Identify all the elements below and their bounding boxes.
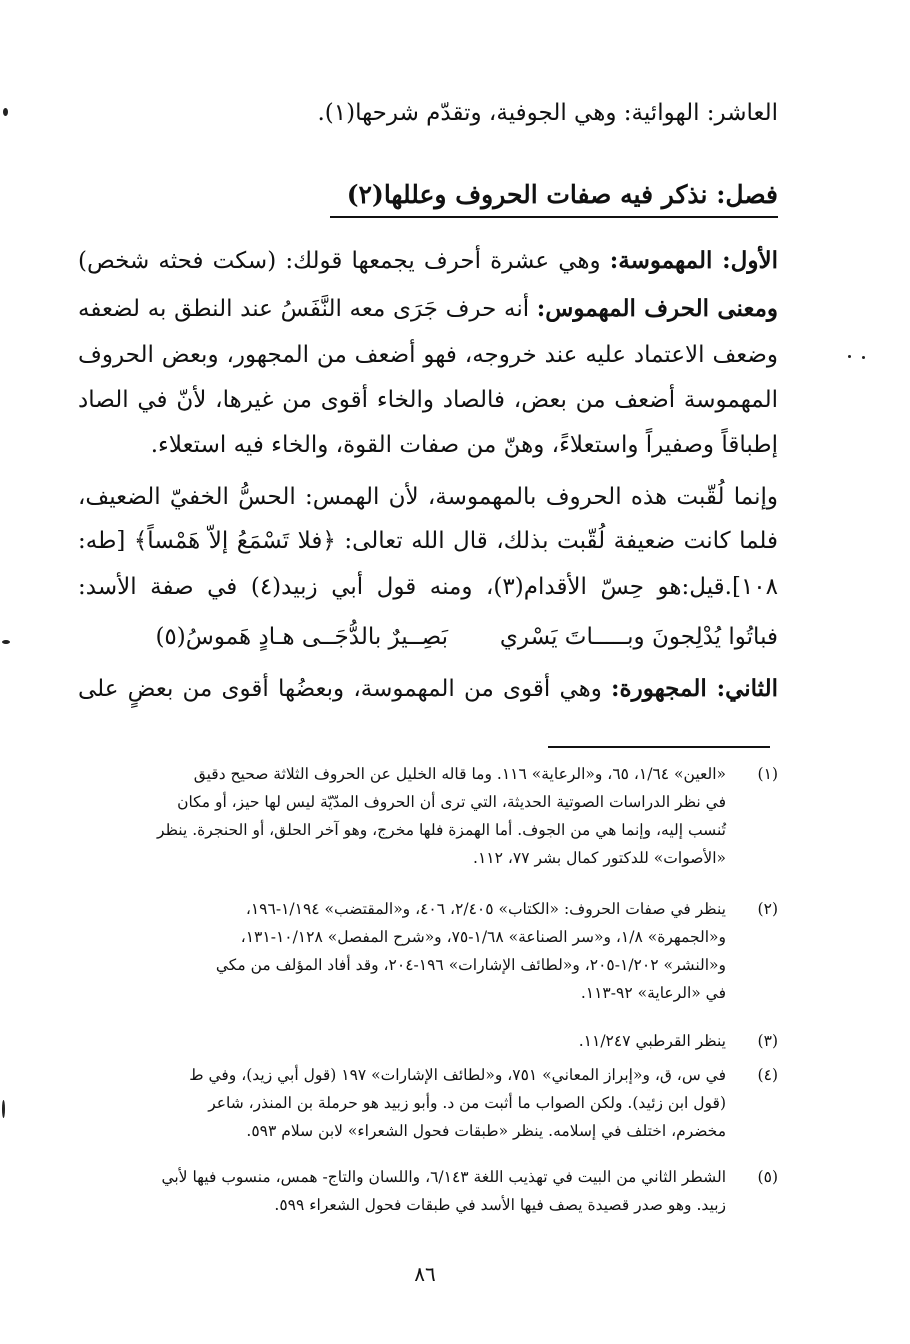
footnote-line: و«الجمهرة» ١/٨، و«سر الصناعة» ١/٦٨-٧٥، و«شرح المفصل» ١٠/١٢٨-١٣١، xyxy=(240,928,726,946)
text-line-7: إطباقاً وصفيراً واستعلاءً، وهنّ من صفات القوة، والخاء فيه استعلاء. xyxy=(150,432,778,458)
footnote-line: و«النشر» ١/٢٠٢-٢٠٥، و«لطائف الإشارات» ١٩٦-٢٠٤، وقد أفاد المؤلف من مكي xyxy=(215,956,726,974)
footnote-body xyxy=(80,1027,726,1055)
text-line-12 xyxy=(78,674,778,704)
term-harf-mahmus: ومعنى الحرف المهموس: xyxy=(536,295,778,322)
scan-mark-left-top xyxy=(3,108,8,116)
text-line-6: المهموسة أضعف من بعض، فالصاد والخاء أقوى من غيرها، لأنّ في الصاد xyxy=(78,387,778,413)
footnote-line: (قول ابن زئيد). ولكن الصواب ما أثبت من د. وأبو زبيد هو حرملة بن المنذر، شاعر xyxy=(208,1094,726,1112)
footnote-2 xyxy=(80,895,778,1007)
footnote-number: (٤) xyxy=(757,1066,778,1084)
footnote-line: «العين» ١/٦٤، ٦٥، و«الرعاية» ١١٦. وما قاله الخليل عن الحروف الثلاثة صحيح دقيق xyxy=(193,765,726,783)
footnote-line: في «الرعاية» ٩٢-١١٣. xyxy=(580,984,726,1002)
text-line-5: وضعف الاعتماد عليه عند خروجه، فهو أضعف من المجهور، وبعض الحروف xyxy=(78,342,778,368)
footnote-line: ينظر القرطبي ١١/٢٤٧. xyxy=(578,1032,726,1050)
footnote-body xyxy=(80,1061,726,1145)
footnote-line: زبيد. وهو صدر قصيدة يصف فيها الأسد في طبقات فحول الشعراء ٥٩٩. xyxy=(274,1196,726,1214)
footnote-number: (٥) xyxy=(757,1168,778,1186)
text-line-4-rest: أنه حرف جَرَى معه النَّفَسُ عند النطق به لضعفه xyxy=(78,296,537,322)
text-line-4 xyxy=(78,294,778,324)
scan-mark-left-bottom xyxy=(2,1100,5,1118)
heading-underline xyxy=(330,216,778,218)
footnote-line: في نظر الدراسات الصوتية الحديثة، التي ترى أن الحروف المدّيّة ليس لها حيز، أو مكان xyxy=(177,793,726,811)
footnote-line: الشطر الثاني من البيت في تهذيب اللغة ٦/١٤٣، واللسان والتاج- همس، منسوب فيها لأبي xyxy=(161,1168,726,1186)
verse-second-hemistich: بَصِــيرٌ بالدُّجَــى هـادٍ هَموسُ(٥) xyxy=(155,624,448,650)
footnote-line: تُنسب إليه، وإنما هي من الجوف. أما الهمزة فلها مخرج، وهو آخر الحلق، أو الحنجرة. ينظر xyxy=(157,821,726,839)
section-heading: فصل: نذكر فيه صفات الحروف وعللها(٢) xyxy=(346,180,778,209)
footnote-number: (٢) xyxy=(757,900,778,918)
footnote-5 xyxy=(80,1163,778,1219)
footnote-line: في س، ق، و«إبراز المعاني» ٧٥١، و«لطائف الإشارات» ١٩٧ (قول أبي زيد)، وفي ط xyxy=(189,1066,726,1084)
term-mahmusa: الأول: المهموسة: xyxy=(609,247,778,274)
footnote-line: «الأصوات» للدكتور كمال بشر ٧٧، ١١٢. xyxy=(473,849,726,867)
text-line-8: وإنما لُقّبت هذه الحروف بالمهموسة، لأن الهمس: الحسُّ الخفيّ الضعيف، xyxy=(78,484,778,510)
term-majhura: الثاني: المجهورة: xyxy=(611,675,779,702)
text-line-10: ١٠٨].قيل:هو حِسّ الأقدام(٣)، ومنه قول أبي زبيد(٤) في صفة الأسد: xyxy=(78,574,778,600)
footnote-1 xyxy=(80,760,778,872)
text-line-1: العاشر: الهوائية: وهي الجوفية، وتقدّم شرحها(١). xyxy=(317,100,778,126)
footnote-body xyxy=(80,1163,726,1219)
footnote-4 xyxy=(80,1061,778,1145)
text-line-3-rest: وهي عشرة أحرف يجمعها قولك: (سكت فحثه شخص) xyxy=(78,248,610,274)
footnote-line: ينظر في صفات الحروف: «الكتاب» ٢/٤٠٥، ٤٠٦، و«المقتضب» ١/١٩٤-١٩٦، xyxy=(245,900,726,918)
text-line-12-rest: وهي أقوى من المهموسة، وبعضُها أقوى من بعضٍ على xyxy=(78,676,612,702)
footnote-number: (١) xyxy=(757,765,778,783)
page-number: ٨٦ xyxy=(414,1262,436,1286)
footnote-body xyxy=(80,760,726,872)
footnote-number: (٣) xyxy=(757,1032,778,1050)
text-line-3 xyxy=(78,246,778,276)
scan-mark-left-middle xyxy=(2,640,10,644)
footnote-line: مخضرم، اختلف في إسلامه. ينظر «طبقات فحول الشعراء» لابن سلام ٥٩٣. xyxy=(246,1122,726,1140)
verse-first-hemistich: فباتُوا يُدْلِجونَ وبـــــاتَ يَسْري xyxy=(499,624,778,650)
footnote-body xyxy=(80,895,726,1007)
text-line-9: فلما كانت ضعيفة لُقّبت بذلك، قال الله تعالى: ﴿فلا تَسْمَعُ إلاّ هَمْساً﴾ [طه: xyxy=(78,528,778,554)
footnote-3 xyxy=(80,1027,778,1055)
scan-mark-right-dot2 xyxy=(862,356,865,359)
scan-mark-right-dot1 xyxy=(848,355,851,358)
footnote-separator xyxy=(548,746,770,748)
